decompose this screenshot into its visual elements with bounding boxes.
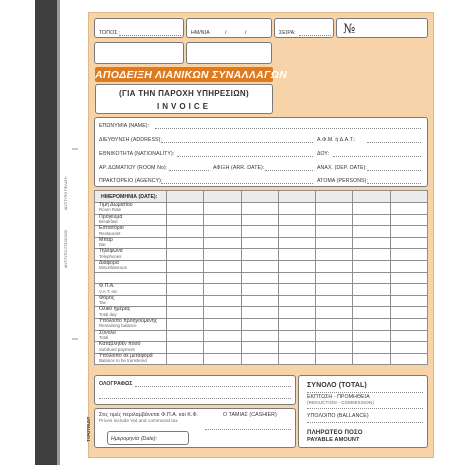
customer-afm-line[interactable]: [367, 142, 421, 143]
customer-address-label: ΔΙΕΥΘΥΝΣΗ (ADDRESS):: [99, 137, 162, 143]
charge-cell[interactable]: [204, 342, 241, 354]
charge-cell[interactable]: [204, 318, 241, 330]
date-field[interactable]: [186, 18, 272, 38]
customer-doy-label: ΔΟΥ:: [317, 151, 330, 157]
row-label: [95, 272, 167, 284]
charge-cell[interactable]: [316, 342, 353, 354]
charge-cell[interactable]: [353, 330, 390, 342]
date-column[interactable]: [390, 191, 427, 203]
charge-cell[interactable]: [278, 214, 315, 226]
charge-cell[interactable]: [353, 272, 390, 284]
charge-cell[interactable]: [390, 260, 427, 272]
charge-cell[interactable]: [316, 330, 353, 342]
charge-cell[interactable]: [167, 353, 204, 365]
row-label: [95, 342, 167, 354]
vat-note-greek: Στις τιμές περιλαμβάνεται Φ.Π.Α. και Κ.Φ.: [99, 412, 199, 418]
persons-line[interactable]: [367, 183, 421, 184]
table-header-row: [95, 191, 428, 203]
charge-cell[interactable]: [204, 353, 241, 365]
customer-name-line[interactable]: [155, 128, 421, 129]
charge-cell[interactable]: [316, 237, 353, 249]
document-subtitle: (ΓΙΑ ΤΗΝ ΠΑΡΟΧΗ ΥΠΗΡΕΣΙΩΝ): [119, 89, 249, 98]
row-label-english: Subdued payment: [99, 346, 135, 352]
charge-cell[interactable]: [390, 214, 427, 226]
date-column[interactable]: [167, 191, 204, 203]
charge-cell[interactable]: [167, 272, 204, 284]
row-label-english: Tax: [99, 300, 106, 306]
table-row: [95, 203, 428, 215]
cashier-label: Ο ΤΑΜΙΑΣ (CASHIER): [223, 412, 277, 418]
reduction-label-english: (REDUCTION - COMMISSION): [307, 400, 374, 405]
series-label: ΣΕΙΡΑ:: [279, 30, 296, 36]
payable-label-english: PAYABLE AMOUNT: [307, 437, 360, 443]
payable-label-greek: ΠΛΗΡΩΤΕΟ ΠΟΣΟ: [307, 429, 363, 436]
customer-nationality-line[interactable]: [177, 156, 313, 157]
arrival-date-line[interactable]: [265, 170, 313, 171]
charge-cell[interactable]: [167, 318, 204, 330]
agency-label: ΠΡΑΚΤΟΡΕΙΟ (AGENCY):: [99, 178, 163, 184]
charge-cell[interactable]: [390, 307, 427, 319]
row-label-english: Remaining balance: [99, 323, 137, 329]
charge-cell[interactable]: [204, 307, 241, 319]
charge-cell[interactable]: [167, 284, 204, 296]
row-label-english: Telephones: [99, 253, 122, 259]
row-label-greek: Φ.Π.Α.: [99, 283, 115, 290]
pad-binding-edge: [57, 0, 60, 465]
charge-cell[interactable]: [390, 249, 427, 261]
charge-cell[interactable]: [390, 237, 427, 249]
row-label: [95, 307, 167, 319]
place-dotted-line: [119, 35, 181, 36]
row-label-greek: Τηλέφωνα: [99, 248, 123, 255]
charges-table: [94, 190, 428, 365]
charge-cell[interactable]: [241, 307, 278, 319]
customer-address-line[interactable]: [161, 142, 313, 143]
charge-cell[interactable]: [278, 237, 315, 249]
row-label: [95, 284, 167, 296]
signature-date-field[interactable]: [107, 431, 189, 445]
charge-cell[interactable]: [204, 203, 241, 215]
table-row: [95, 284, 428, 296]
charge-cell[interactable]: [241, 237, 278, 249]
charge-cell[interactable]: [241, 295, 278, 307]
row-label-greek: Υπόλοιπο προηγούμενης: [99, 317, 158, 324]
row-label: [95, 203, 167, 215]
charge-cell[interactable]: [204, 226, 241, 238]
document-subtitle-box: [95, 84, 273, 114]
charge-cell[interactable]: [241, 249, 278, 261]
document-title-banner: [95, 67, 288, 82]
charge-cell[interactable]: [167, 214, 204, 226]
charge-cell[interactable]: [167, 260, 204, 272]
charge-cell[interactable]: [353, 318, 390, 330]
charge-cell[interactable]: [241, 330, 278, 342]
copy-label-customer: ΑΝΤΙΤΥΠΟ ΠΕΛΑΤΗ: [64, 176, 68, 210]
charge-cell[interactable]: [353, 307, 390, 319]
number-field[interactable]: [336, 18, 428, 38]
row-label-greek: Διάφορα: [99, 259, 119, 266]
charge-cell[interactable]: [353, 214, 390, 226]
table-row: [95, 226, 428, 238]
charge-cell[interactable]: [204, 272, 241, 284]
charge-cell[interactable]: [316, 226, 353, 238]
charge-cell[interactable]: [241, 318, 278, 330]
blank-box-left[interactable]: [94, 42, 184, 64]
charge-cell[interactable]: [241, 214, 278, 226]
row-label-english: Restaurant: [99, 230, 121, 236]
charge-cell[interactable]: [167, 342, 204, 354]
charge-cell[interactable]: [390, 330, 427, 342]
customer-doy-line[interactable]: [333, 156, 421, 157]
charge-cell[interactable]: [316, 307, 353, 319]
charge-cell[interactable]: [241, 203, 278, 215]
charge-cell[interactable]: [316, 249, 353, 261]
customer-nationality-label: ΕΘΝΙΚΟΤΗΤΑ (NATIONALITY):: [99, 151, 175, 157]
date-label: ΗΜ/ΝΙΑ: [191, 30, 210, 36]
row-label-english: Bar: [99, 242, 106, 248]
charge-cell[interactable]: [316, 203, 353, 215]
charge-cell[interactable]: [390, 295, 427, 307]
charge-cell[interactable]: [316, 284, 353, 296]
table-row: [95, 249, 428, 261]
table-row: [95, 272, 428, 284]
in-words-line-2[interactable]: [99, 398, 291, 399]
persons-label: ΑΤΟΜΑ (PERSONS):: [317, 178, 368, 184]
table-row: [95, 214, 428, 226]
series-field[interactable]: [274, 18, 334, 38]
table-row: [95, 237, 428, 249]
row-label: [95, 214, 167, 226]
row-label-greek: Ολικό ημέρας: [99, 306, 131, 313]
date-column[interactable]: [278, 191, 315, 203]
charge-cell[interactable]: [278, 249, 315, 261]
row-label-english: Miscellaneous: [99, 265, 127, 271]
charge-cell[interactable]: [278, 260, 315, 272]
charge-cell[interactable]: [353, 353, 390, 365]
charge-cell[interactable]: [316, 214, 353, 226]
charge-cell[interactable]: [353, 249, 390, 261]
room-number-label: ΑΡ. ΔΩΜΑΤΙΟΥ (ROOM No):: [99, 165, 168, 171]
perforation-mark: [72, 148, 78, 150]
charge-cell[interactable]: [316, 272, 353, 284]
row-label-greek: Σύνολο: [99, 329, 116, 336]
charge-cell[interactable]: [278, 272, 315, 284]
table-row: [95, 353, 428, 365]
place-label: ΤΟΠΟΣ :: [99, 30, 121, 36]
reduction-label-greek: ΕΚΠΤΩΣΗ - ΠΡΟΜΗΘΕΙΑ: [307, 394, 370, 400]
charge-cell[interactable]: [353, 237, 390, 249]
customer-afm-label: Α.Φ.Μ. ή Δ.Α.Τ.:: [317, 137, 356, 143]
charge-cell[interactable]: [390, 284, 427, 296]
departure-date-label: ΑΝΑΧ. (DEP. DATE):: [317, 165, 368, 171]
signature-box: [94, 408, 296, 448]
table-row: [95, 260, 428, 272]
row-label-english: Balance to be transfered: [99, 358, 147, 364]
row-label-english: Room Rate: [99, 207, 122, 213]
pad-binding-strip: [35, 0, 57, 465]
total-label: ΣΥΝΟΛΟ (TOTAL): [307, 382, 367, 389]
series-dotted-line: [299, 35, 331, 36]
charge-cell[interactable]: [353, 260, 390, 272]
row-label-greek: Πρόγευμα: [99, 213, 123, 220]
row-label-english: V.A.T. etc: [99, 288, 118, 294]
arrival-date-label: ΑΦΙΞΗ (ARR. DATE):: [213, 165, 265, 171]
in-words-label: ΟΛΟΓΡΑΦΩΣ: [99, 381, 133, 387]
balance-label: ΥΠΟΛΟΙΠΟ (BALLANCE): [307, 413, 369, 419]
row-label: [95, 353, 167, 365]
charge-cell[interactable]: [316, 353, 353, 365]
charge-cell[interactable]: [353, 342, 390, 354]
row-label-greek: Υπόλοιπο σε μεταφορά: [99, 352, 153, 359]
row-label-greek: Τιμή Δωματίου: [99, 202, 133, 208]
charge-cell[interactable]: [241, 272, 278, 284]
charge-cell[interactable]: [204, 260, 241, 272]
charge-cell[interactable]: [204, 330, 241, 342]
row-label-english: Total: [99, 334, 109, 340]
charge-cell[interactable]: [167, 237, 204, 249]
charge-cell[interactable]: [353, 203, 390, 215]
charge-cell[interactable]: [390, 342, 427, 354]
document-title: ΑΠΟΔΕΙΞΗ ΛΙΑΝΙΚΩΝ ΣΥΝΑΛΛΑΓΩΝ: [95, 69, 288, 81]
charge-cell[interactable]: [278, 284, 315, 296]
room-number-line[interactable]: [169, 170, 209, 171]
date-column[interactable]: [316, 191, 353, 203]
table-row: [95, 307, 428, 319]
row-label-greek: Φόρος: [99, 294, 115, 301]
date-separator: /: [245, 30, 247, 36]
reduction-line[interactable]: [307, 408, 423, 409]
date-column[interactable]: [204, 191, 241, 203]
charge-cell[interactable]: [390, 203, 427, 215]
charge-cell[interactable]: [390, 226, 427, 238]
charge-cell[interactable]: [167, 295, 204, 307]
charge-cell[interactable]: [390, 353, 427, 365]
vat-note-english: Prices include Vat and communal tax: [99, 418, 178, 423]
row-label: [95, 226, 167, 238]
customer-name-label: ΕΠΩΝΥΜΙΑ (NAME):: [99, 123, 150, 129]
charge-cell[interactable]: [241, 284, 278, 296]
brand-logo: TYPOTRUST: [86, 416, 91, 442]
total-line[interactable]: [307, 392, 423, 393]
charge-cell[interactable]: [353, 226, 390, 238]
charge-cell[interactable]: [167, 203, 204, 215]
table-row: [95, 295, 428, 307]
charge-cell[interactable]: [204, 284, 241, 296]
row-label: [95, 330, 167, 342]
charge-cell[interactable]: [167, 249, 204, 261]
charge-cell[interactable]: [204, 214, 241, 226]
charge-cell[interactable]: [167, 226, 204, 238]
charge-cell[interactable]: [278, 203, 315, 215]
cashier-signature-line[interactable]: [205, 429, 291, 430]
place-field[interactable]: [94, 18, 184, 38]
blank-box-middle[interactable]: [186, 42, 272, 64]
row-label-greek: Εστιατόριο: [99, 225, 124, 232]
charge-cell[interactable]: [204, 295, 241, 307]
row-label-greek: Μπαρ: [99, 236, 113, 243]
in-words-box[interactable]: [94, 375, 296, 405]
table-row: [95, 318, 428, 330]
charge-cell[interactable]: [390, 272, 427, 284]
charge-cell[interactable]: [316, 318, 353, 330]
charge-cell[interactable]: [204, 237, 241, 249]
charge-cell[interactable]: [278, 353, 315, 365]
charge-cell[interactable]: [241, 260, 278, 272]
row-label: [95, 260, 167, 272]
date-column[interactable]: [241, 191, 278, 203]
invoice-label: INVOICE: [157, 102, 211, 111]
charge-cell[interactable]: [353, 295, 390, 307]
row-label: [95, 249, 167, 261]
perforation-mark: [72, 338, 78, 340]
charge-cell[interactable]: [278, 295, 315, 307]
date-column-header: ΗΜΕΡΟΜΗΝΙΑ (DATE):: [95, 191, 167, 203]
table-row: [95, 342, 428, 354]
agency-line[interactable]: [161, 183, 313, 184]
charge-cell[interactable]: [316, 295, 353, 307]
table-row: [95, 330, 428, 342]
charge-cell[interactable]: [390, 318, 427, 330]
departure-date-line[interactable]: [367, 170, 421, 171]
signature-date-label: Ημερομηνία (Date):: [111, 436, 158, 442]
copy-label-stub: ΑΝΤΙΤΥΠΟ ΣΤΕΛΕΧΟΣ: [64, 229, 68, 268]
charge-cell[interactable]: [278, 342, 315, 354]
balance-line[interactable]: [307, 422, 423, 423]
totals-box: [298, 375, 428, 448]
charge-cell[interactable]: [278, 318, 315, 330]
number-symbol: №: [343, 22, 356, 37]
row-label: [95, 318, 167, 330]
charge-cell[interactable]: [278, 330, 315, 342]
charge-cell[interactable]: [316, 260, 353, 272]
charge-cell[interactable]: [204, 249, 241, 261]
charge-cell[interactable]: [353, 284, 390, 296]
charge-cell[interactable]: [241, 342, 278, 354]
charge-cell[interactable]: [241, 353, 278, 365]
row-label-english: Total day: [99, 311, 117, 317]
in-words-line[interactable]: [135, 386, 291, 387]
charge-cell[interactable]: [278, 226, 315, 238]
date-column[interactable]: [353, 191, 390, 203]
charge-cell[interactable]: [167, 307, 204, 319]
charge-cell[interactable]: [167, 330, 204, 342]
date-separator: /: [225, 30, 227, 36]
row-label-english: Breakfast: [99, 219, 118, 224]
customer-details-box: [94, 117, 428, 187]
charge-cell[interactable]: [278, 307, 315, 319]
charge-cell[interactable]: [241, 226, 278, 238]
row-label-greek: Καταβληθέν ποσό: [99, 341, 141, 348]
